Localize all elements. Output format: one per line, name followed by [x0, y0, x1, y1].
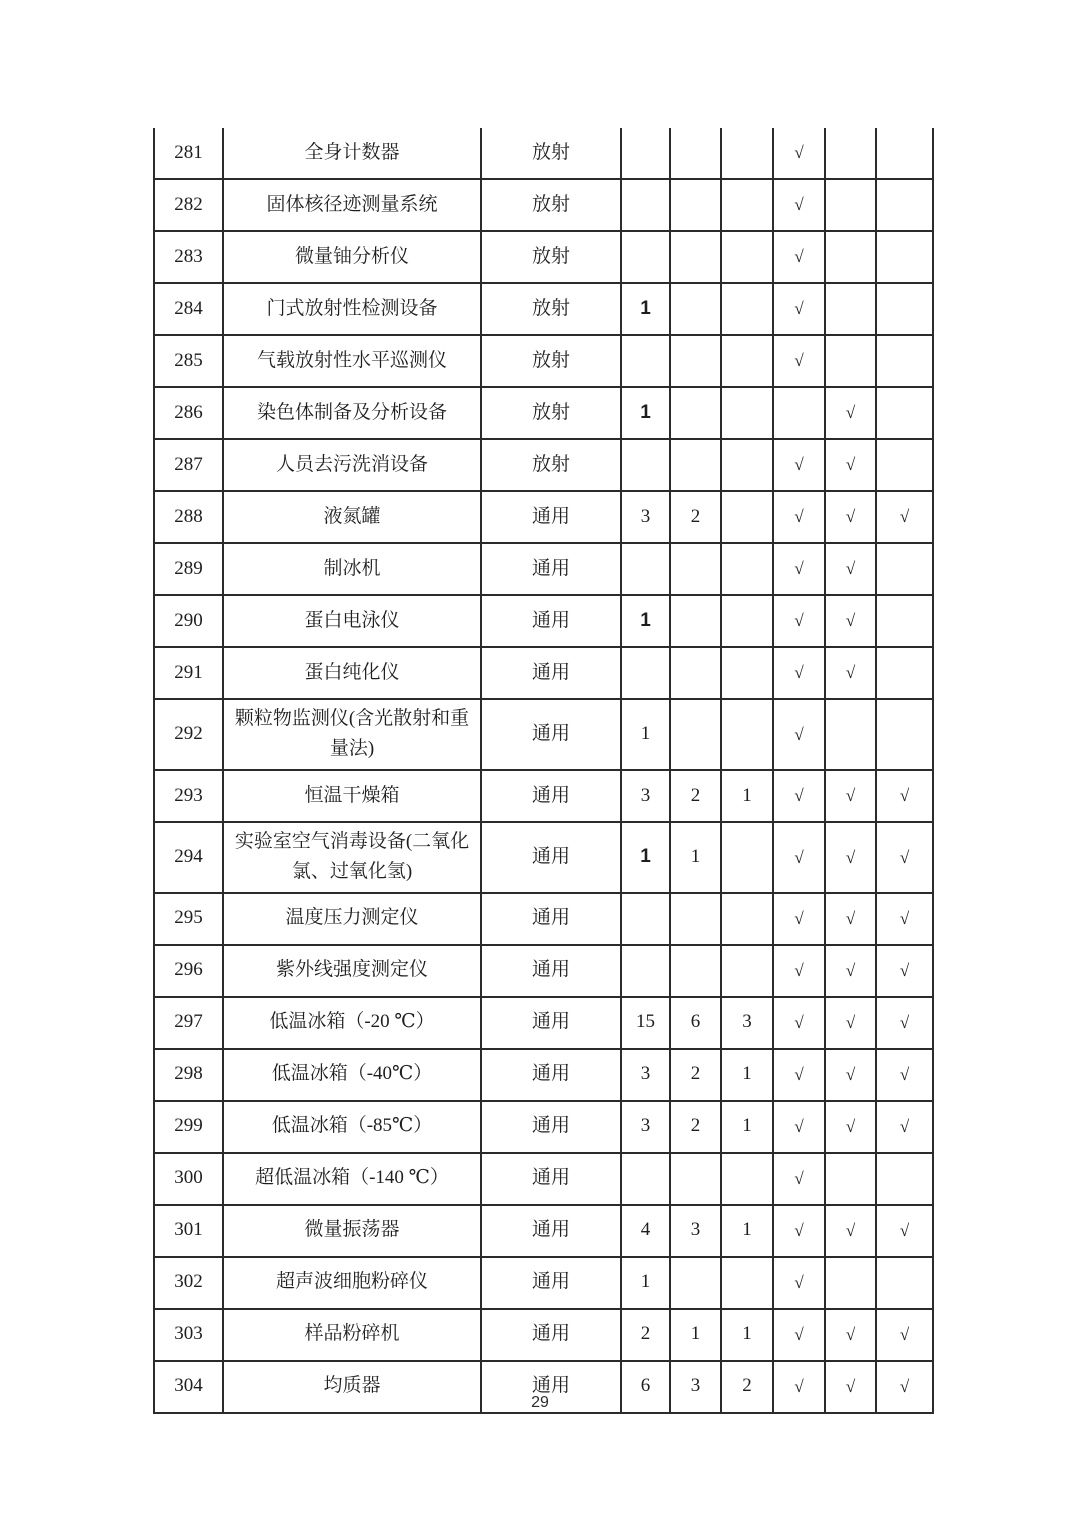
- check-c-cell: [876, 699, 933, 770]
- table-row: [154, 335, 933, 387]
- table-row: [154, 179, 933, 231]
- equipment-name-cell: 人员去污洗消设备: [223, 439, 481, 491]
- check-b-cell: √: [825, 595, 876, 647]
- equipment-name-cell: 颗粒物监测仪(含光散射和重量法): [223, 699, 481, 770]
- check-a-cell: √: [773, 543, 825, 595]
- equipment-table: [153, 128, 934, 1414]
- qty-c-cell: [721, 822, 773, 893]
- check-b-cell: √: [825, 439, 876, 491]
- table-row: [154, 231, 933, 283]
- table-row: [154, 1309, 933, 1361]
- qty-c-cell: 1: [721, 1049, 773, 1101]
- qty-b-cell: [670, 387, 721, 439]
- category-cell: 通用: [481, 647, 621, 699]
- check-a-cell: √: [773, 997, 825, 1049]
- equipment-name-cell: 低温冰箱（-40℃）: [223, 1049, 481, 1101]
- category-cell: 通用: [481, 1205, 621, 1257]
- equipment-name-cell: 微量振荡器: [223, 1205, 481, 1257]
- qty-c-cell: [721, 491, 773, 543]
- equipment-name-cell: 恒温干燥箱: [223, 770, 481, 822]
- check-a-cell: √: [773, 1205, 825, 1257]
- qty-c-cell: [721, 283, 773, 335]
- row-number-cell: 299: [154, 1101, 223, 1153]
- check-b-cell: √: [825, 1361, 876, 1413]
- row-number-cell: 300: [154, 1153, 223, 1205]
- table-row: [154, 1153, 933, 1205]
- check-b-cell: [825, 335, 876, 387]
- qty-c-cell: [721, 439, 773, 491]
- qty-a-cell: [621, 1153, 670, 1205]
- equipment-name-cell: 液氮罐: [223, 491, 481, 543]
- check-a-cell: √: [773, 893, 825, 945]
- row-number-cell: 294: [154, 822, 223, 893]
- check-a-cell: √: [773, 439, 825, 491]
- qty-a-cell: [621, 128, 670, 179]
- row-number-cell: 285: [154, 335, 223, 387]
- table-row: [154, 283, 933, 335]
- equipment-name-cell: 气载放射性水平巡测仪: [223, 335, 481, 387]
- table-row: [154, 595, 933, 647]
- qty-c-cell: [721, 543, 773, 595]
- row-number-cell: 281: [154, 128, 223, 179]
- row-number-cell: 303: [154, 1309, 223, 1361]
- qty-b-cell: [670, 439, 721, 491]
- check-c-cell: [876, 647, 933, 699]
- qty-b-cell: [670, 595, 721, 647]
- check-a-cell: √: [773, 128, 825, 179]
- row-number-cell: 292: [154, 699, 223, 770]
- check-c-cell: [876, 387, 933, 439]
- qty-b-cell: 1: [670, 822, 721, 893]
- equipment-name-cell: 低温冰箱（-20 ℃）: [223, 997, 481, 1049]
- table-row: [154, 543, 933, 595]
- qty-c-cell: [721, 699, 773, 770]
- check-c-cell: √: [876, 1049, 933, 1101]
- category-cell: 放射: [481, 439, 621, 491]
- check-c-cell: [876, 595, 933, 647]
- qty-a-cell: [621, 179, 670, 231]
- equipment-name-cell: 均质器: [223, 1361, 481, 1413]
- row-number-cell: 296: [154, 945, 223, 997]
- qty-a-cell: [621, 543, 670, 595]
- check-c-cell: √: [876, 1361, 933, 1413]
- equipment-name-cell: 超声波细胞粉碎仪: [223, 1257, 481, 1309]
- equipment-name-cell: 温度压力测定仪: [223, 893, 481, 945]
- check-c-cell: [876, 1257, 933, 1309]
- category-cell: 通用: [481, 491, 621, 543]
- qty-a-cell: [621, 945, 670, 997]
- category-cell: 通用: [481, 1101, 621, 1153]
- equipment-name-cell: 微量铀分析仪: [223, 231, 481, 283]
- equipment-name-cell: 样品粉碎机: [223, 1309, 481, 1361]
- category-cell: 通用: [481, 1257, 621, 1309]
- qty-b-cell: [670, 128, 721, 179]
- table-row: [154, 1257, 933, 1309]
- category-cell: 通用: [481, 822, 621, 893]
- check-c-cell: √: [876, 822, 933, 893]
- qty-c-cell: [721, 231, 773, 283]
- check-b-cell: √: [825, 893, 876, 945]
- check-a-cell: √: [773, 1153, 825, 1205]
- qty-c-cell: 2: [721, 1361, 773, 1413]
- check-b-cell: [825, 1257, 876, 1309]
- qty-a-cell: 3: [621, 770, 670, 822]
- check-b-cell: √: [825, 387, 876, 439]
- check-b-cell: [825, 1153, 876, 1205]
- table-row: [154, 1101, 933, 1153]
- qty-b-cell: [670, 1153, 721, 1205]
- check-a-cell: √: [773, 491, 825, 543]
- category-cell: 通用: [481, 1049, 621, 1101]
- qty-c-cell: [721, 335, 773, 387]
- check-a-cell: √: [773, 1309, 825, 1361]
- category-cell: 通用: [481, 770, 621, 822]
- equipment-name-cell: 蛋白纯化仪: [223, 647, 481, 699]
- category-cell: 通用: [481, 945, 621, 997]
- qty-a-cell: [621, 893, 670, 945]
- qty-c-cell: [721, 595, 773, 647]
- check-c-cell: √: [876, 997, 933, 1049]
- qty-a-cell: 3: [621, 1049, 670, 1101]
- check-c-cell: [876, 179, 933, 231]
- qty-a-cell: 3: [621, 491, 670, 543]
- check-b-cell: √: [825, 997, 876, 1049]
- qty-c-cell: [721, 179, 773, 231]
- table-row: [154, 945, 933, 997]
- qty-b-cell: 2: [670, 491, 721, 543]
- qty-c-cell: [721, 945, 773, 997]
- equipment-name-cell: 染色体制备及分析设备: [223, 387, 481, 439]
- qty-c-cell: [721, 387, 773, 439]
- qty-a-cell: 1: [621, 1257, 670, 1309]
- qty-b-cell: [670, 335, 721, 387]
- check-a-cell: [773, 387, 825, 439]
- check-b-cell: √: [825, 1101, 876, 1153]
- check-a-cell: √: [773, 595, 825, 647]
- table-row: [154, 439, 933, 491]
- equipment-name-cell: 全身计数器: [223, 128, 481, 179]
- qty-a-cell: 1: [621, 387, 670, 439]
- equipment-name-cell: 超低温冰箱（-140 ℃）: [223, 1153, 481, 1205]
- qty-a-cell: 1: [621, 822, 670, 893]
- check-b-cell: [825, 128, 876, 179]
- check-c-cell: √: [876, 491, 933, 543]
- table-row: [154, 128, 933, 179]
- category-cell: 通用: [481, 1153, 621, 1205]
- row-number-cell: 291: [154, 647, 223, 699]
- check-a-cell: √: [773, 1049, 825, 1101]
- table-row: [154, 647, 933, 699]
- check-c-cell: √: [876, 1101, 933, 1153]
- check-b-cell: [825, 231, 876, 283]
- check-c-cell: √: [876, 945, 933, 997]
- qty-b-cell: 1: [670, 1309, 721, 1361]
- check-c-cell: [876, 231, 933, 283]
- qty-a-cell: 6: [621, 1361, 670, 1413]
- row-number-cell: 302: [154, 1257, 223, 1309]
- check-c-cell: [876, 543, 933, 595]
- check-b-cell: √: [825, 770, 876, 822]
- table-row: [154, 770, 933, 822]
- check-a-cell: √: [773, 770, 825, 822]
- row-number-cell: 297: [154, 997, 223, 1049]
- qty-b-cell: [670, 179, 721, 231]
- qty-b-cell: 2: [670, 1101, 721, 1153]
- qty-b-cell: 6: [670, 997, 721, 1049]
- row-number-cell: 301: [154, 1205, 223, 1257]
- row-number-cell: 293: [154, 770, 223, 822]
- qty-b-cell: [670, 699, 721, 770]
- qty-a-cell: [621, 647, 670, 699]
- qty-c-cell: [721, 647, 773, 699]
- category-cell: 放射: [481, 283, 621, 335]
- table-row: [154, 893, 933, 945]
- row-number-cell: 287: [154, 439, 223, 491]
- qty-a-cell: 1: [621, 283, 670, 335]
- check-b-cell: [825, 699, 876, 770]
- check-b-cell: √: [825, 647, 876, 699]
- qty-b-cell: [670, 283, 721, 335]
- qty-b-cell: 3: [670, 1205, 721, 1257]
- qty-b-cell: 3: [670, 1361, 721, 1413]
- qty-a-cell: [621, 439, 670, 491]
- category-cell: 通用: [481, 1361, 621, 1413]
- row-number-cell: 282: [154, 179, 223, 231]
- check-a-cell: √: [773, 945, 825, 997]
- category-cell: 放射: [481, 128, 621, 179]
- table-row: [154, 387, 933, 439]
- check-b-cell: [825, 179, 876, 231]
- category-cell: 通用: [481, 699, 621, 770]
- qty-a-cell: [621, 335, 670, 387]
- category-cell: 通用: [481, 543, 621, 595]
- equipment-name-cell: 门式放射性检测设备: [223, 283, 481, 335]
- qty-c-cell: [721, 893, 773, 945]
- check-b-cell: √: [825, 543, 876, 595]
- check-c-cell: √: [876, 770, 933, 822]
- qty-a-cell: 4: [621, 1205, 670, 1257]
- check-a-cell: √: [773, 283, 825, 335]
- qty-c-cell: 1: [721, 1101, 773, 1153]
- check-b-cell: √: [825, 491, 876, 543]
- equipment-name-cell: 紫外线强度测定仪: [223, 945, 481, 997]
- table-row: [154, 699, 933, 770]
- row-number-cell: 304: [154, 1361, 223, 1413]
- category-cell: 通用: [481, 595, 621, 647]
- qty-b-cell: [670, 647, 721, 699]
- equipment-name-cell: 低温冰箱（-85℃）: [223, 1101, 481, 1153]
- qty-a-cell: 15: [621, 997, 670, 1049]
- check-c-cell: √: [876, 1309, 933, 1361]
- check-a-cell: √: [773, 335, 825, 387]
- table-row: [154, 1205, 933, 1257]
- check-a-cell: √: [773, 1257, 825, 1309]
- check-b-cell: √: [825, 1049, 876, 1101]
- category-cell: 放射: [481, 231, 621, 283]
- equipment-name-cell: 制冰机: [223, 543, 481, 595]
- table-row: [154, 491, 933, 543]
- qty-b-cell: [670, 231, 721, 283]
- check-c-cell: [876, 128, 933, 179]
- page-number: 29: [531, 1394, 549, 1411]
- qty-a-cell: 1: [621, 595, 670, 647]
- qty-b-cell: [670, 945, 721, 997]
- row-number-cell: 283: [154, 231, 223, 283]
- table-row: [154, 997, 933, 1049]
- check-c-cell: [876, 1153, 933, 1205]
- qty-c-cell: [721, 1153, 773, 1205]
- check-a-cell: √: [773, 1101, 825, 1153]
- row-number-cell: 288: [154, 491, 223, 543]
- row-number-cell: 286: [154, 387, 223, 439]
- equipment-name-cell: 固体核径迹测量系统: [223, 179, 481, 231]
- qty-c-cell: 1: [721, 1205, 773, 1257]
- check-c-cell: √: [876, 1205, 933, 1257]
- category-cell: 通用: [481, 997, 621, 1049]
- category-cell: 放射: [481, 179, 621, 231]
- qty-a-cell: [621, 231, 670, 283]
- category-cell: 通用: [481, 1309, 621, 1361]
- equipment-table-body: [154, 128, 933, 1413]
- qty-c-cell: 1: [721, 770, 773, 822]
- equipment-name-cell: 实验室空气消毒设备(二氧化氯、过氧化氢): [223, 822, 481, 893]
- qty-b-cell: [670, 1257, 721, 1309]
- check-a-cell: √: [773, 1361, 825, 1413]
- row-number-cell: 298: [154, 1049, 223, 1101]
- qty-b-cell: [670, 893, 721, 945]
- category-cell: 放射: [481, 335, 621, 387]
- table-row: [154, 822, 933, 893]
- qty-a-cell: 1: [621, 699, 670, 770]
- check-b-cell: √: [825, 1205, 876, 1257]
- check-a-cell: √: [773, 822, 825, 893]
- row-number-cell: 290: [154, 595, 223, 647]
- check-a-cell: √: [773, 647, 825, 699]
- check-a-cell: √: [773, 179, 825, 231]
- check-c-cell: √: [876, 893, 933, 945]
- qty-c-cell: 3: [721, 997, 773, 1049]
- category-cell: 放射: [481, 387, 621, 439]
- check-c-cell: [876, 283, 933, 335]
- check-b-cell: √: [825, 1309, 876, 1361]
- qty-c-cell: 1: [721, 1309, 773, 1361]
- qty-c-cell: [721, 1257, 773, 1309]
- row-number-cell: 284: [154, 283, 223, 335]
- category-cell: 通用: [481, 893, 621, 945]
- qty-b-cell: 2: [670, 1049, 721, 1101]
- qty-a-cell: 2: [621, 1309, 670, 1361]
- row-number-cell: 289: [154, 543, 223, 595]
- row-number-cell: 295: [154, 893, 223, 945]
- check-a-cell: √: [773, 231, 825, 283]
- check-b-cell: [825, 283, 876, 335]
- qty-b-cell: 2: [670, 770, 721, 822]
- qty-b-cell: [670, 543, 721, 595]
- check-a-cell: √: [773, 699, 825, 770]
- table-row: [154, 1049, 933, 1101]
- check-b-cell: √: [825, 945, 876, 997]
- equipment-name-cell: 蛋白电泳仪: [223, 595, 481, 647]
- check-c-cell: [876, 439, 933, 491]
- check-c-cell: [876, 335, 933, 387]
- qty-a-cell: 3: [621, 1101, 670, 1153]
- qty-c-cell: [721, 128, 773, 179]
- check-b-cell: √: [825, 822, 876, 893]
